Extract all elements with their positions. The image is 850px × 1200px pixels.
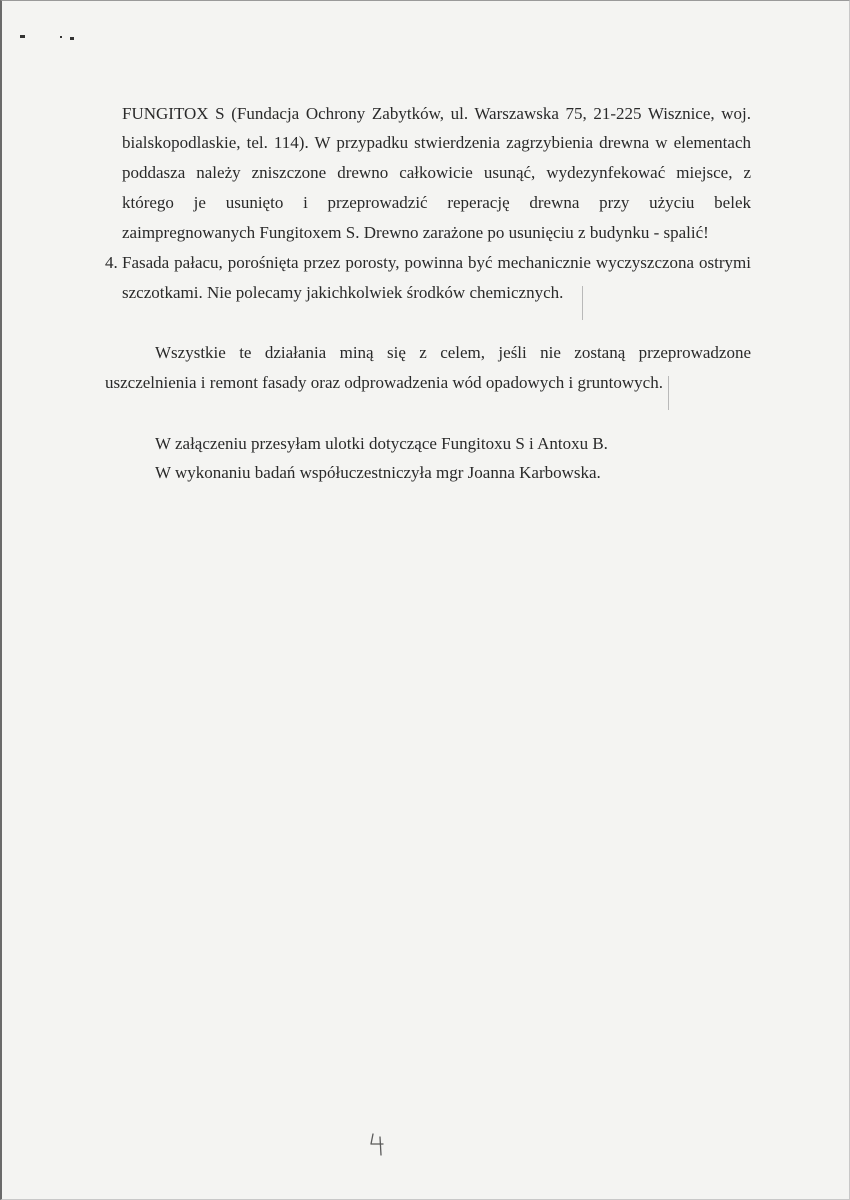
closing-paragraph-line-2: uszczelnienia i remont fasady oraz odprowadzenia wód opadowych i gruntowych. [105, 373, 663, 392]
list-item-4-line-2: szczotkami. Nie polecamy jakichkolwiek środków chemicznych. [122, 283, 564, 302]
collaboration-note: W wykonaniu badań współuczestniczyła mgr Joanna Karbowska. [155, 463, 601, 482]
handwritten-page-number [368, 1131, 390, 1157]
handwritten-four-icon [368, 1131, 390, 1157]
continuation-line-4: którego je usunięto i przeprowadzić reperację drewna przy użyciu belek [122, 193, 751, 212]
list-item-4-line-1: Fasada pałacu, porośnięta przez porosty, powinna być mechanicznie wyczyszczona ostrymi [122, 253, 751, 272]
pencil-margin-mark [582, 286, 583, 320]
pencil-margin-mark [668, 376, 669, 410]
closing-paragraph-line-1: Wszystkie te działania miną się z celem, jeśli nie zostaną przeprowadzone [155, 343, 751, 362]
continuation-line-3: poddasza należy zniszczone drewno całkowicie usunąć, wydezynfekować miejsce, z [122, 163, 751, 182]
continuation-line-5: zaimpregnowanych Fungitoxem S. Drewno zarażone po usunięciu z budynku - spalić! [122, 223, 709, 242]
list-item-number: 4. [105, 253, 118, 272]
scan-artifact-marks [20, 29, 90, 43]
attachment-note: W załączeniu przesyłam ulotki dotyczące Fungitoxu S i Antoxu B. [155, 434, 608, 453]
continuation-line-1: FUNGITOX S (Fundacja Ochrony Zabytków, ul. Warszawska 75, 21-225 Wisznice, woj. [122, 104, 751, 123]
continuation-line-2: bialskopodlaskie, tel. 114). W przypadku stwierdzenia zagrzybienia drewna w elementach [122, 133, 751, 152]
